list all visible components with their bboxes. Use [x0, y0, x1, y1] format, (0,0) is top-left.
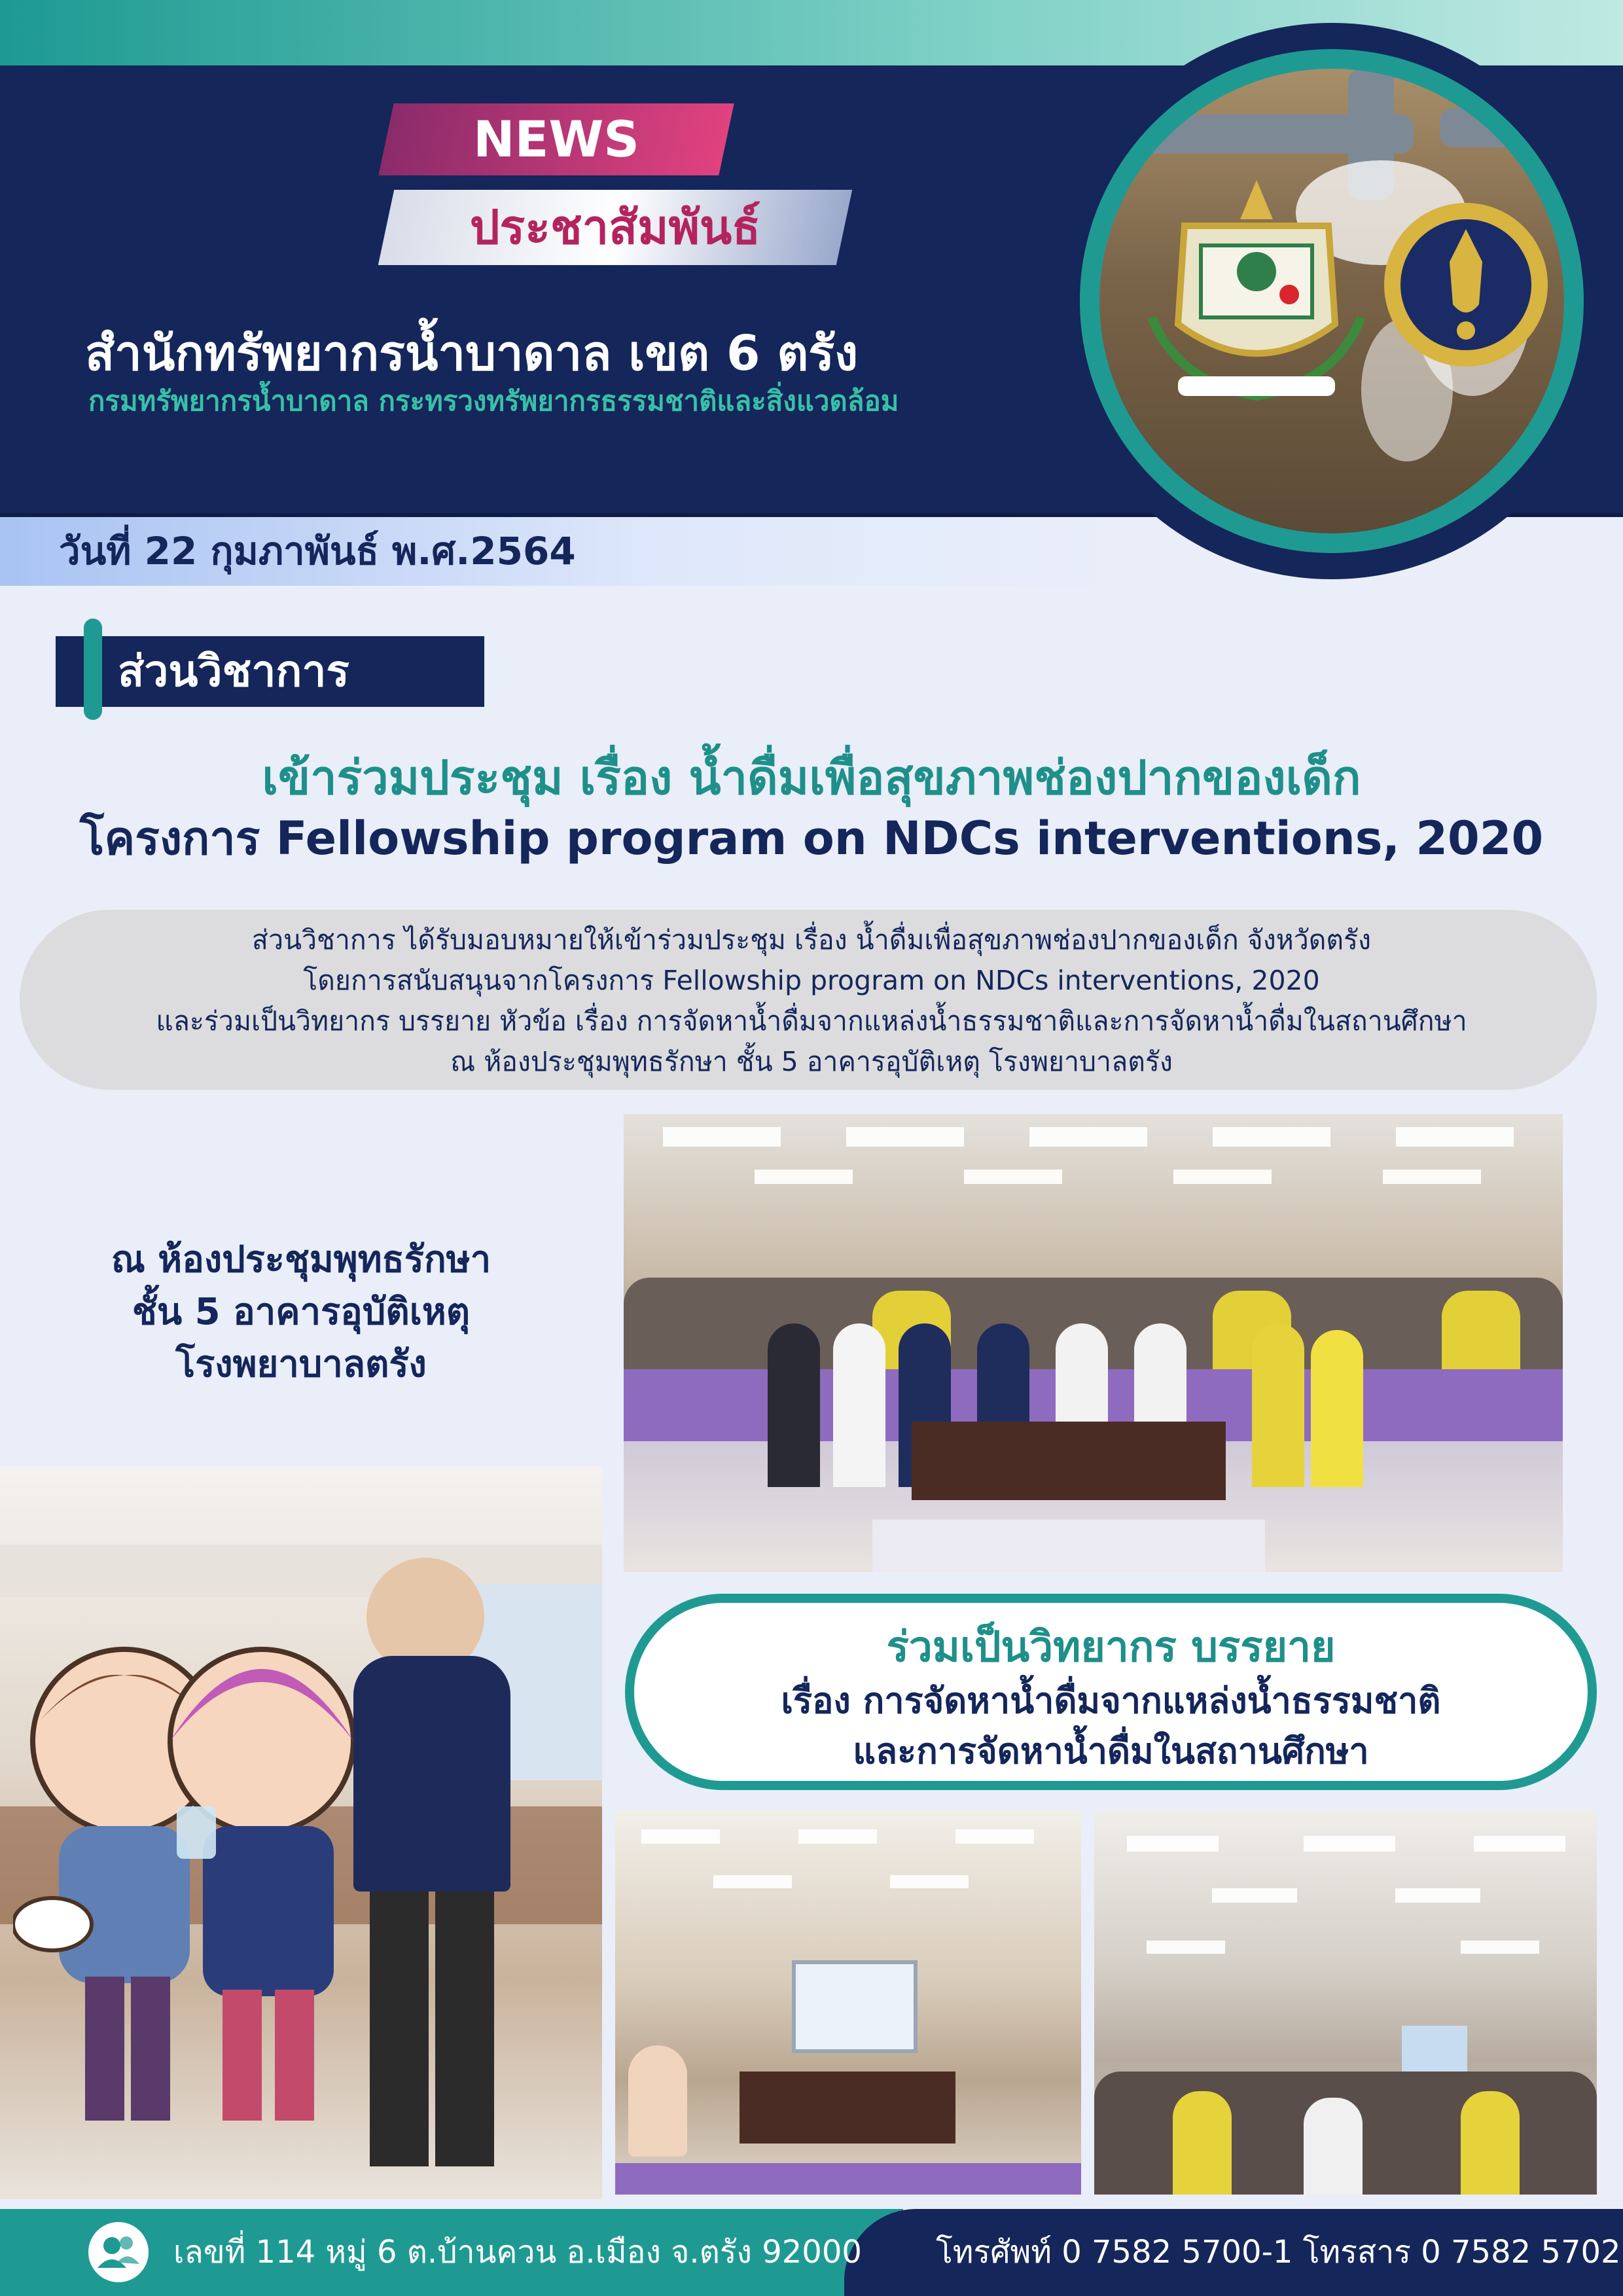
section-heading-accent: [84, 619, 102, 720]
venue-line-1: ณ ห้องประชุมพุทธรักษา: [111, 1238, 491, 1281]
water-pipe-photo: [1099, 69, 1564, 533]
audience-photo: [1094, 1810, 1597, 2195]
speaker-callout-title: ร่วมเป็นวิทยากร บรรยาย: [886, 1623, 1336, 1672]
description-line-2: โดยการสนับสนุนจากโครงการ Fellowship program on NDCs interventions, 2020: [303, 965, 1320, 996]
venue-line-2: ชั้น 5 อาคารอุบัติเหตุ: [132, 1291, 471, 1333]
user-group-icon: [88, 2222, 149, 2282]
venue-text: [52, 1234, 550, 1391]
kids-drinking-water-mascot-icon: [13, 1610, 380, 2147]
org-subtitle: กรมทรัพยากรน้ำบาดาล กระทรวงทรัพยากรธรรมชาติและสิ่งแวดล้อม: [88, 385, 899, 417]
org-name: สำนักทรัพยากรน้ำบาดาล เขต 6 ตรัง: [85, 325, 859, 382]
speaker-with-mascot-photo: [0, 1466, 602, 2199]
footer-address: เลขที่ 114 หมู่ 6 ต.บ้านควน อ.เมือง จ.ตรัง 92000: [173, 2234, 862, 2270]
description: [52, 920, 1571, 1082]
lecture-stage-photo: [615, 1810, 1081, 2195]
section-heading: ส่วนวิชาการ: [118, 646, 349, 696]
description-line-3: และร่วมเป็นวิทยากร บรรยาย หัวข้อ เรื่อง การจัดหาน้ำดื่มจากแหล่งน้ำธรรมชาติและการจัดหาน้ำดื่มในสถานศึกษา: [156, 1005, 1467, 1037]
date-text: วันที่ 22 กุมภาพันธ์ พ.ศ.2564: [59, 529, 576, 573]
headline-line-2: โครงการ Fellowship program on NDCs interventions, 2020: [79, 812, 1544, 865]
description-line-1: ส่วนวิชาการ ได้รับมอบหมายให้เข้าร่วมประชุม เรื่อง น้ำดื่มเพื่อสุขภาพช่องปากของเด็ก จังหวัดตรัง: [251, 924, 1372, 956]
group-photo: [624, 1114, 1563, 1572]
province-emblem-icon: [1139, 167, 1374, 416]
headline-line-1: เข้าร่วมประชุม เรื่อง น้ำดื่มเพื่อสุขภาพช่องปากของเด็ก: [262, 750, 1361, 805]
venue-line-3: โรงพยาบาลตรัง: [175, 1343, 427, 1386]
speaker-callout-line-2: และการจัดหาน้ำดื่มในสถานศึกษา: [853, 1731, 1369, 1772]
pr-label: ประชาสัมพันธ์: [469, 200, 761, 255]
description-line-4: ณ ห้องประชุมพุทธรักษา ชั้น 5 อาคารอุบัติเหตุ โรงพยาบาลตรัง: [450, 1046, 1173, 1077]
news-label: NEWS: [473, 110, 640, 168]
footer-phone-fax: โทรศัพท์ 0 7582 5700-1 โทรสาร 0 7582 5702: [936, 2234, 1621, 2270]
speaker-callout-line-1: เรื่อง การจัดหาน้ำดื่มจากแหล่งน้ำธรรมชาติ: [781, 1680, 1441, 1721]
groundwater-department-seal-icon: [1381, 200, 1551, 370]
